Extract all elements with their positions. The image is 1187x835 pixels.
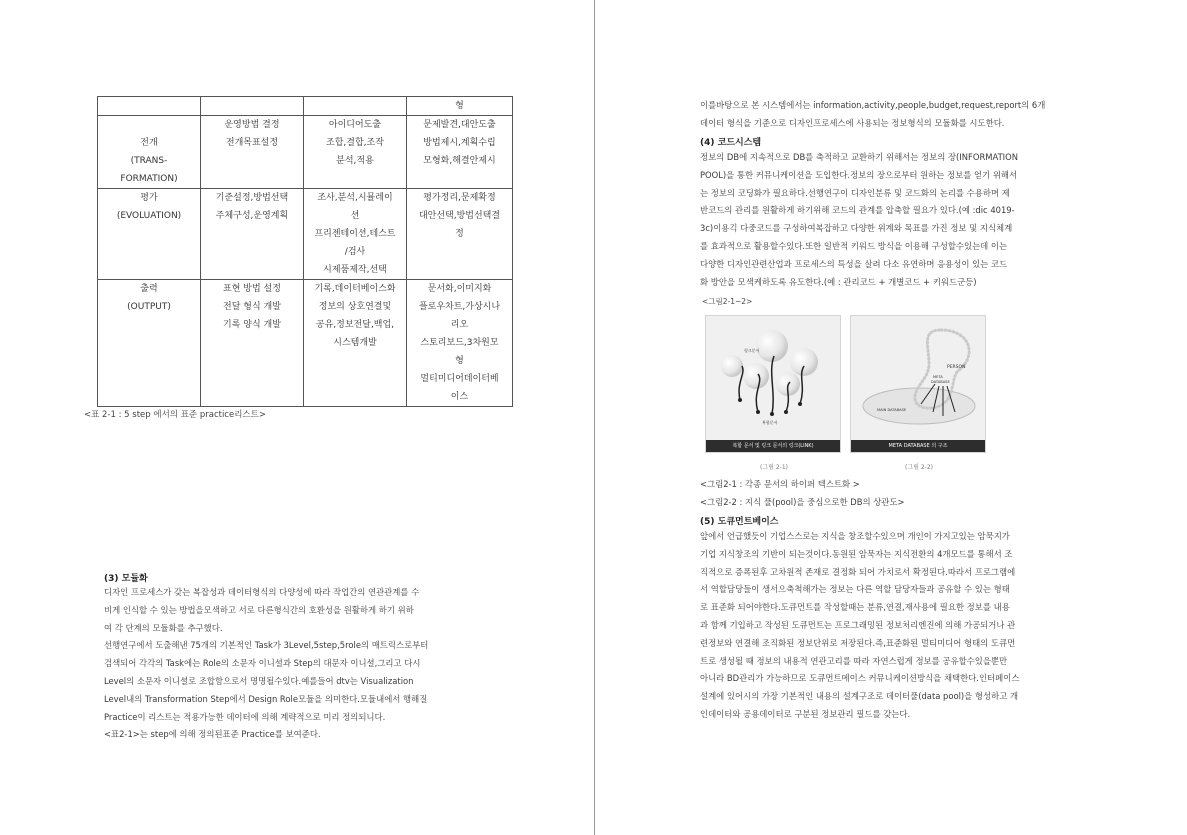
figure-hypertext-documents — [705, 315, 841, 453]
table-cell — [201, 97, 304, 116]
figure-caption: (그림 2-1) — [760, 464, 788, 471]
meta-label: META — [933, 375, 943, 379]
page-divider — [594, 0, 595, 835]
figure-caption: (그림 2-2) — [905, 464, 933, 471]
figure-2-2-caption: <그림2-2 : 지식 풀(pool)을 중심으로한 DB의 상관도> — [700, 496, 905, 507]
link-curve — [772, 356, 774, 414]
figure-title-bar: META DATABASE 의 구조 — [851, 440, 985, 452]
modularization-paragraph: 디자인 프로세스가 갖는 복잡성과 데이터형식의 다양성에 따라 작업간의 연관관계를 수 비게 인식할 수 있는 방법을모색하고 서로 다른형식간의 호환성을 원활하게 하기 위하 여 각 단계의 모듈화를 추구했다. 선행연구에서 도출해낸 75개의 기본적인 Task가 3Level,5step,5role의 매트릭스로부터 검색되어 각각의 Task에는 Role의 소문자 이니셜과 Step의 대문자 이니셜,그리고 다시 Level의 소문자 이니셜로 조합함으로서 명명될수있다.예를들어 dtv는 Visualization Level내의 Transformation Step에서 Design Role모듈을 의미한다.모듈내에서 행해질 Practice이 리스트는 적용가능한 데이터에 의해 계략적으로 미리 정의되니다. <표2-1>는 step에 의해 정의된표준 Practice를 보여준다. — [104, 587, 429, 740]
document-sphere — [756, 330, 788, 362]
meta-label: DATABASE — [931, 380, 950, 384]
figure-captions — [700, 476, 904, 512]
code-system-paragraph: 정보의 DB에 지속적으로 DB를 축적하고 교환하기 위해서는 정보의 장(INFORMATION POOL)을 통한 커뮤니케이션을 도입한다.정보의 장으로부터 원하는 정보를 얻기 위해서 는 정보의 코딩화가 필요하다.선행연구이 디자인분류 및 코드화의 논리를 수용하며 제 반코드의 관리를 원활하게 하기위해 코드의 관계를 압축할 필요가 있다.(예 :dic 4019- 3c)이용긱 다중코드를 구성하여복잡하고 다양한 위계와 목표를 가진 정보 및 지식체계 를 효과적으로 활용할수있다.또한 일반적 키워드 방식을 이용해 구성할수있는데 이는 다양한 디자인관련산업과 프로세스의 특성을 살려 다소 유연하며 응용성이 있는 코드 화 방안을 모색케하도록 유도한다.(예 : 관리코드 + 개별코드 + 키워드군등) — [700, 152, 1019, 287]
sphere-label: 링크문서 — [744, 348, 760, 353]
document-sphere — [743, 363, 769, 389]
table-cell: 출력 (OUTPUT) — [98, 280, 201, 407]
table-cell: 아이디어도출 조합,결합,조작 분석,적용 — [304, 116, 407, 189]
main-database-label: MAIN DATABASE — [877, 408, 907, 412]
document-sphere — [790, 348, 818, 376]
figure-title-bar: 복합 문서 및 링크 문서의 링크(LINK) — [706, 440, 840, 452]
table-cell: 형 — [407, 97, 513, 116]
standard-practice-table — [97, 96, 513, 407]
table-cell: 기록,데이터베이스화 정보의 상호연결및 공유,정보전달,백업, 시스템개발 — [304, 280, 407, 407]
table-cell: 운영방법 결정 전개목표설정 — [201, 116, 304, 189]
linked-spheres-illustration — [706, 316, 840, 440]
table-cell: 전개 (TRANS- FORMATION) — [98, 116, 201, 189]
table-cell: 평가 (EVOLUATION) — [98, 189, 201, 280]
table-cell: 조사,분석,시뮬레이 션 프리젠테이션,테스트 /검사 시제품제작,선택 — [304, 189, 407, 280]
document-base-paragraph: 앞에서 언급했듯이 기업스스로는 지식을 창조할수있으며 개인이 가지고있는 암묵지가 기업 지식창조의 기반이 되는것이다.동원된 암묵자는 지식전환의 4개모드를 통해서 조 직적으로 증폭된후 고차원적 존재로 결정화 되어 가치로서 확정된다.따라서 프로그램에 서 역할담당들이 생서으축척해가는 정보는 다른 역할 담당자들과 공유할 수 있는 형태 로 표준화 되어야한다.도큐먼트를 작성할때는 분류,연결,재사용에 필요한 정보를 내용 과 함께 기입하고 작성된 도큐먼트는 프로그래밍된 정보처리엔진에 의해 가공되거나 관 련정보와 연결해 조직화된 정보단위로 저장된다.즉,표준화된 멀티미디어 형태의 도큐먼 트로 생성될 때 정보의 내용적 연관고리를 따라 자연스럽게 정보를 공유할수있을뿐만 아니라 BD관리가 가능하므로 도큐먼트메이스 커뮤니케이션방식을 채택한다.인터페이스 설계에 있어시의 가장 기본적인 내용의 설계구조로 데이터풀(data pool)을 형성하고 개 인데이터와 공용데이터로 구분된 정보관리 필드를 갖는다. — [700, 531, 1020, 719]
section-heading-document-base: (5) 도큐먼트베이스 — [700, 517, 779, 527]
table-cell — [98, 97, 201, 116]
meta-database-illustration — [851, 316, 985, 440]
table-caption: <표 2-1 : 5 step 에서의 표준 practice리스트> — [84, 410, 266, 420]
table-cell: 문제발견,대안도출 방법제시,계획수립 모형화,해결안제시 — [407, 116, 513, 189]
table-cell: 평가정리,문제확정 대안선택,방법선택결 정 — [407, 189, 513, 280]
section-heading-code-system: (4) 코드시스템 — [700, 138, 762, 148]
table-row — [98, 189, 513, 280]
person-label: PERSON — [947, 365, 966, 370]
table-row — [98, 280, 513, 407]
intro-paragraph: 이를바탕으로 본 시스템에서는 information,activity,people,budget,request,report의 6개 데이터 형식을 기준으로 디자인프로세스에 사용되는 정보형식의 모듈화를 시도한다. — [700, 100, 1046, 128]
table-cell: 표현 방법 설정 전달 형식 개발 기록 양식 개발 — [201, 280, 304, 407]
section-heading-modularization: (3) 모듈화 — [104, 574, 148, 584]
table-cell — [304, 97, 407, 116]
table-header-row — [98, 97, 513, 116]
table-cell: 문서화,이미지화 플로우차트,가상시나 리오 스토리보드,3차원모 형 멀티미디어데이터베 이스 — [407, 280, 513, 407]
figure-2-1-caption: <그림2-1 : 각종 문서의 하이퍼 텍스트화 > — [700, 479, 860, 489]
figure-meta-database — [850, 315, 986, 453]
bottom-label: 복합문서 — [762, 420, 778, 425]
figure-reference: <그림2-1~2> — [702, 297, 753, 306]
table-cell: 기준설정,방법선택 주체구성,운영계획 — [201, 189, 304, 280]
document-sphere — [721, 355, 743, 377]
table-row — [98, 116, 513, 189]
